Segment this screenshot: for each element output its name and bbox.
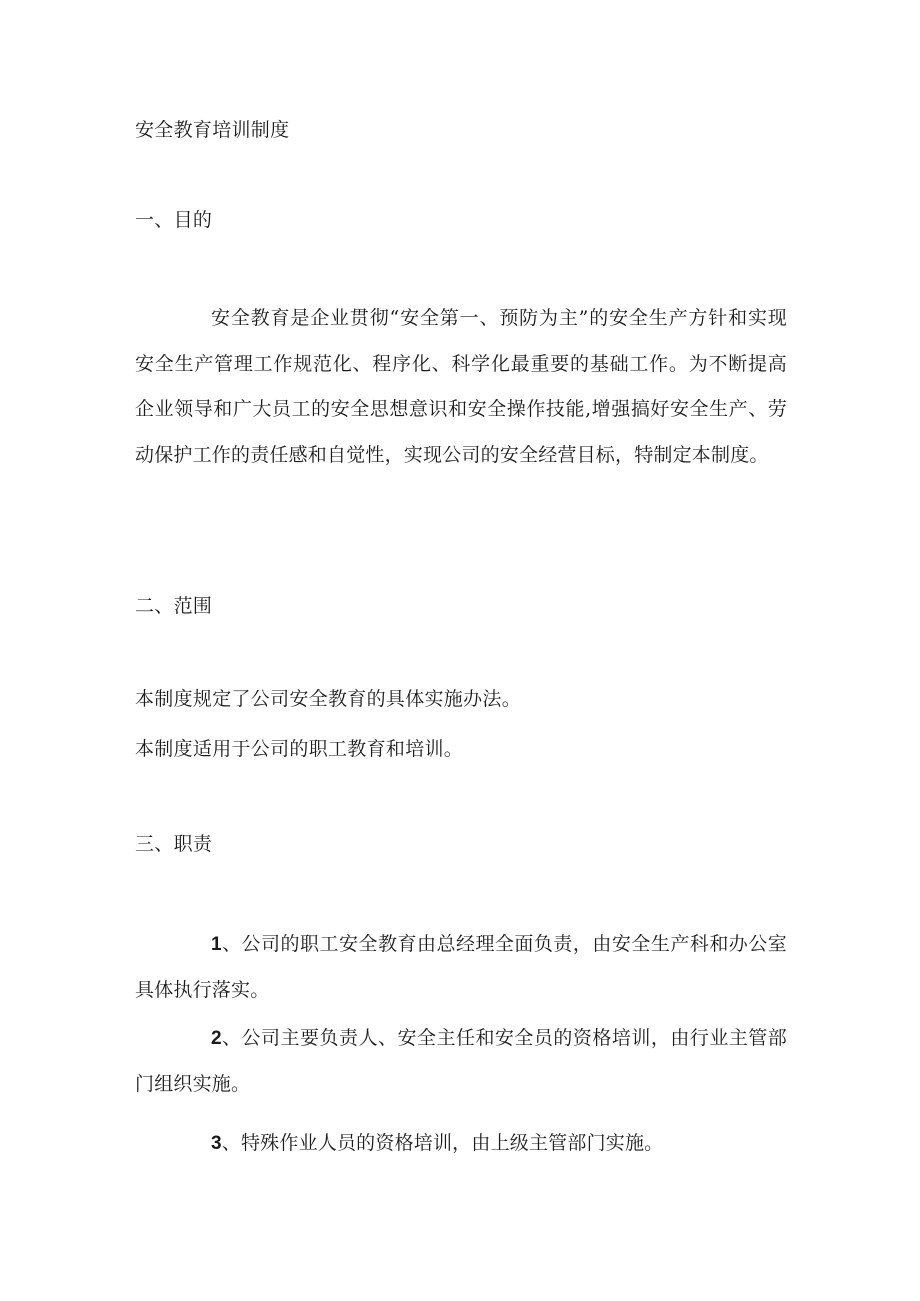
- scope-line-2: 本制度适用于公司的职工教育和培训。: [135, 738, 464, 760]
- section-heading-scope: 二、范围: [135, 595, 213, 617]
- section-heading-duties: 三、职责: [135, 833, 213, 855]
- duty-item-text: 、公司的职工安全教育由总经理全面负责，由安全生产科和办公室具体执行落实。: [135, 933, 787, 1001]
- duty-item-number: 2: [211, 1028, 222, 1049]
- scope-line-1: 本制度规定了公司安全教育的具体实施办法。: [135, 688, 522, 710]
- duty-item-3: [135, 1121, 787, 1167]
- duty-item-number: 1: [211, 934, 222, 955]
- document-title: 安全教育培训制度: [135, 119, 290, 141]
- duty-item-2: [135, 1016, 787, 1107]
- duty-item-number: 3: [211, 1133, 222, 1154]
- duty-item-1: [135, 922, 787, 1013]
- section-heading-purpose: 一、目的: [135, 209, 213, 231]
- purpose-paragraph: 安全教育是企业贯彻“安全第一、预防为主”的安全生产方针和实现安全生产管理工作规范化、程序化、科学化最重要的基础工作。为不断提高企业领导和广大员工的安全思想意识和安全操作技能,增强搞好安全生产、劳动保护工作的责任感和自觉性，实现公司的安全经营目标，特制定本制度。: [135, 307, 787, 466]
- duty-item-text: 、公司主要负责人、安全主任和安全员的资格培训，由行业主管部门组织实施。: [135, 1027, 787, 1095]
- duty-item-text: 、特殊作业人员的资格培训，由上级主管部门实施。: [221, 1132, 664, 1154]
